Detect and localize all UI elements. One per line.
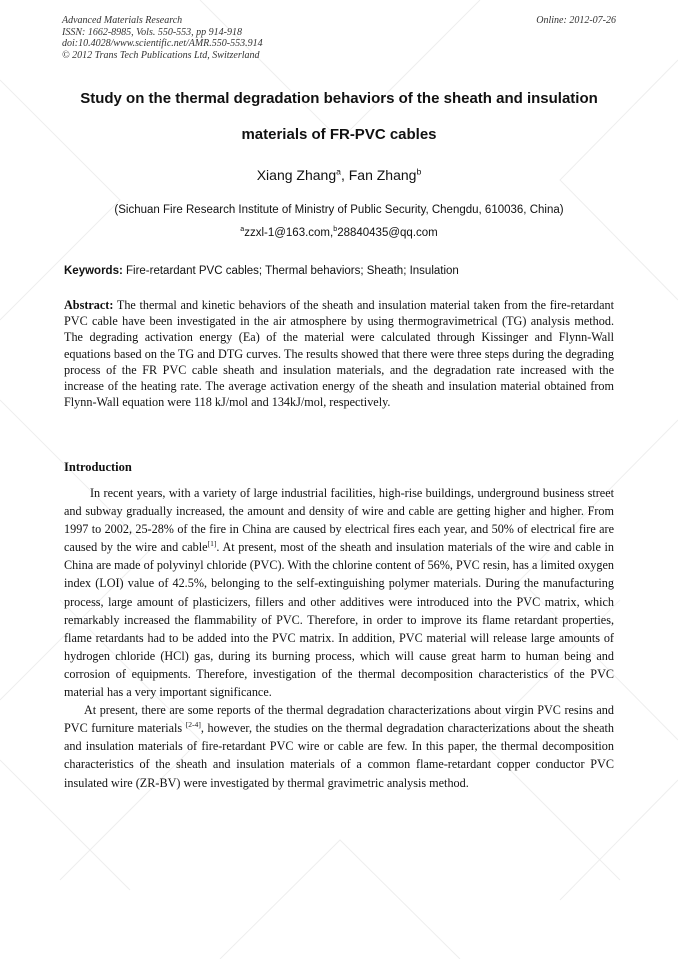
journal-issn: ISSN: 1662-8985, Vols. 550-553, pp 914-918: [62, 26, 242, 38]
keywords-text: Fire-retardant PVC cables; Thermal behaviors; Sheath; Insulation: [122, 265, 459, 277]
email-address: 28840435@qq.com: [337, 227, 438, 239]
email-mark: b: [333, 225, 338, 234]
author-list: [40, 167, 638, 183]
author-affiliation-mark: b: [416, 166, 422, 177]
journal-copyright: © 2012 Trans Tech Publications Ltd, Switzerland: [62, 49, 260, 61]
author-emails: [40, 227, 638, 239]
author-separator: ,: [340, 167, 349, 183]
paper-title-line-2: materials of FR-PVC cables: [241, 126, 437, 143]
section-heading-introduction: Introduction: [64, 460, 132, 474]
journal-name: Advanced Materials Research: [62, 15, 183, 26]
online-date: Online: 2012-07-26: [536, 15, 616, 26]
paragraph-text: . At present, most of the sheath and insulation materials of the wire and cable in China are made of polyvinyl chloride (PVC). With the chlorine content of 56%, PVC resin, has a limited oxygen index (LOI) value of 42.5%, belonging to the self-extinguishing polymer materials. During the manufacturing process, large amount of plasticizers, fillers and other additives were introduced into the PVC matrix, which remarkably increased the flammability of PVC. Therefore, in order to improve its flame retardant properties, flame retardants had to be added into the PVC matrix. In addition, PVC material will release large amounts of hydrogen chloride (HCl) gas, during its burning process, which will cause great harm to human being and corrosion of equipments. Therefore, investigation of the thermal decomposition characteristics of the PVC material has a very important significance.: [64, 540, 615, 700]
keywords: [64, 265, 616, 277]
paragraph-text: In recent years, with a variety of large industrial facilities, high-rise buildings, underground business street and subway gradually increased, the amount and density of wire and cable are getting higher and higher. From 1997 to 2002, 25-28% of the fire in China are caused by electrical fires each year, and 50% of electrical fire are caused by the wire and cable: [64, 486, 614, 555]
citation-reference: [2-4]: [185, 720, 201, 730]
affiliation: (Sichuan Fire Research Institute of Ministry of Public Security, Chengdu, 610036, China): [114, 204, 564, 216]
email-mark: a: [240, 225, 245, 234]
author-affiliation-mark: a: [336, 166, 341, 177]
author-name: Fan Zhang: [348, 167, 417, 183]
paragraph-text: At present, there are some reports of the thermal degradation characterizations about virgin PVC resins and PVC furniture materials: [64, 703, 614, 736]
abstract-text: The thermal and kinetic behaviors of the sheath and insulation material taken from the fire-retardant PVC cable have been investigated in the air atmosphere by using thermogravimetrical (TG) analysis method. The degrading activation energy (Ea) of the material were calculated through Kissinger and Flynn-Wall equations based on the TG and DTG curves. The results showed that there were three steps during the degrading process of the FR PVC cable sheath and insulation materials, and the degradation rate increased with the increase of the heating rate. The average activation energy of the sheath and insulation material obtained from Flynn-Wall equation were 118 kJ/mol and 134kJ/mol, respectively.: [64, 298, 614, 410]
abstract: [64, 297, 614, 410]
journal-doi: doi:10.4028/www.scientific.net/AMR.550-553.914: [62, 38, 263, 49]
abstract-label: Abstract:: [64, 298, 114, 312]
author-name: Xiang Zhang: [256, 167, 337, 183]
paper-title-line-1: Study on the thermal degradation behaviors of the sheath and insulation: [80, 90, 598, 107]
introduction-body: [64, 484, 614, 792]
paragraph: [64, 701, 614, 791]
paragraph: [64, 484, 614, 701]
journal-header: [62, 15, 263, 61]
email-address: zzxl-1@163.com,: [244, 227, 334, 239]
citation-reference: [1]: [207, 539, 217, 549]
paragraph-text: , however, the studies on the thermal degradation characterizations about the sheath and insulation materials of fire-retardant PVC wire or cable are few. In this paper, the thermal decomposition characteristics of the sheath and insulation materials of a common flame-retardant copper conductor PVC insulated wire (ZR-BV) were investigated by thermal gravimetric analysis method.: [64, 721, 614, 790]
keywords-label: Keywords:: [64, 265, 123, 277]
